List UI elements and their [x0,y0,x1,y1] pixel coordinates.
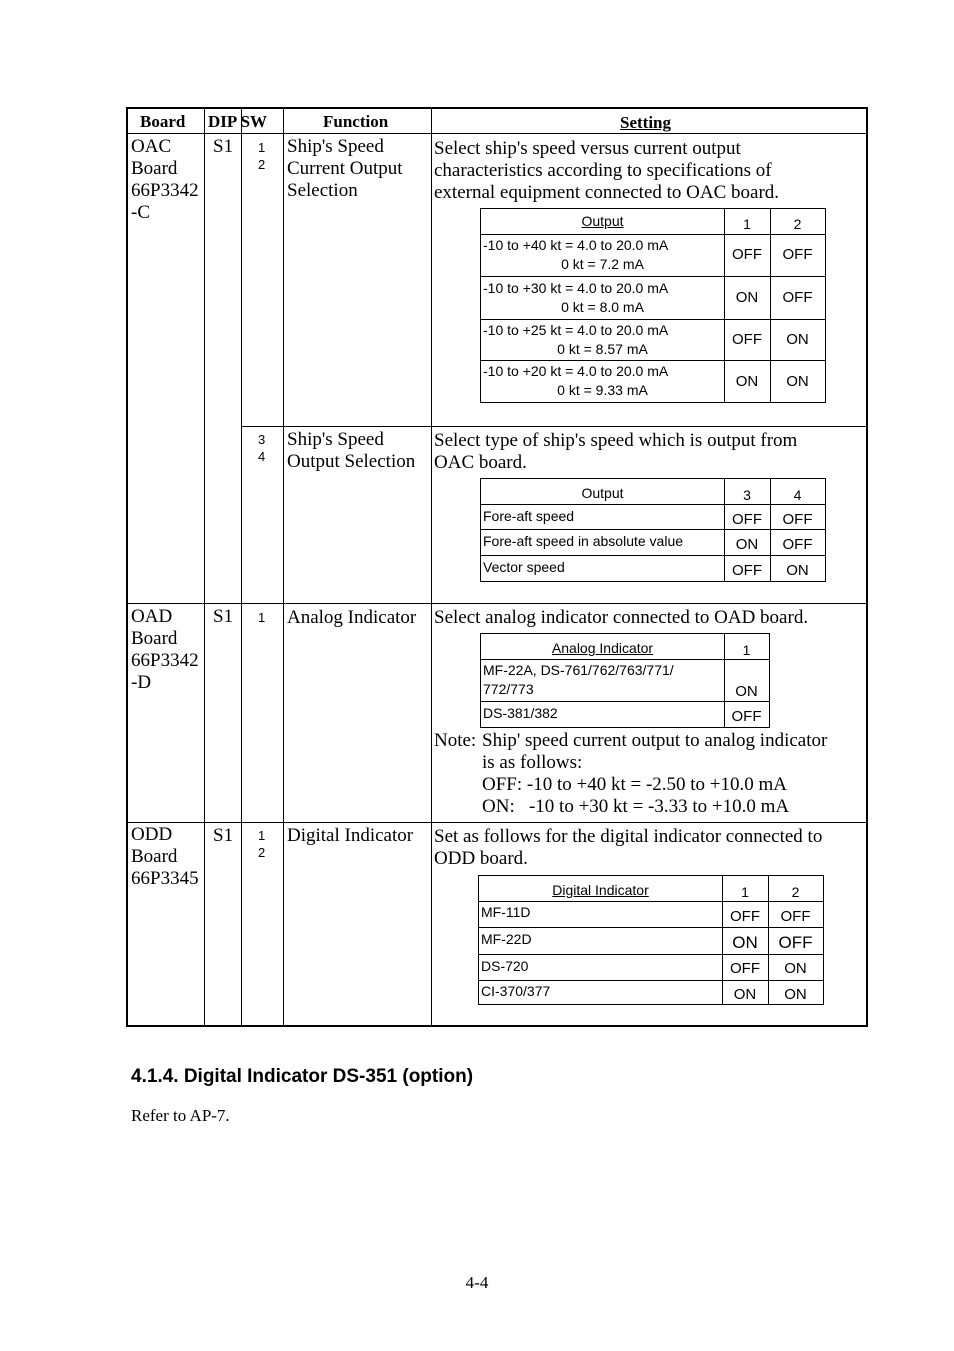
oac-setting-output-selection: Select type of ship's speed which is output from OAC board. [434,430,798,473]
reference-text: Refer to AP-7. [131,1106,230,1125]
oac-function-current-output: Ship's Speed Current Output Selection [287,136,403,201]
oac-speed-type-row: Fore-aft speed OFF OFF [481,504,825,530]
oac-output-row: -10 to +20 kt = 4.0 to 20.0 mA 0 kt = 9.33 mA ON ON [481,360,825,403]
oad-dip: S1 [213,606,234,627]
oac-output-row: -10 to +30 kt = 4.0 to 20.0 mA 0 kt = 8.0 mA ON OFF [481,276,825,320]
dip-switch-table [126,107,868,1027]
odd-indicator-row: CI-370/377 ON ON [479,980,823,1005]
header-board: Board [140,112,186,131]
oad-analog-indicator-table: Analog Indicator 1 MF-22A, DS-761/762/763/771/ 772/773 ON DS-381/382 OFF [480,633,770,728]
oac-switches-1-2: 1 2 [258,140,266,172]
oac-switches-3-4: 3 4 [258,432,266,464]
odd-setting: Set as follows for the digital indicator connected to ODD board. [434,826,823,869]
header-function: Function [323,112,389,131]
odd-board-label: ODD Board 66P3345 [131,824,199,889]
oad-switch: 1 [258,610,266,625]
oac-output-row: -10 to +40 kt = 4.0 to 20.0 mA 0 kt = 7.2 mA OFF OFF [481,234,825,277]
oad-note: Ship' speed current output to analog indicator is as follows: OFF: -10 to +40 kt = -2.50 to +10.0 mA ON: -10 to +30 kt = -3.33 to +10.0 mA [482,730,828,817]
odd-indicator-row: DS-720 OFF ON [479,954,823,981]
oad-indicator-row: MF-22A, DS-761/762/763/771/ 772/773 ON [481,659,769,702]
oad-indicator-row: DS-381/382 OFF [481,701,769,728]
oac-speed-type-row: Vector speed OFF ON [481,555,825,582]
page-number: 4-4 [465,1273,489,1292]
oac-function-output-selection: Ship's Speed Output Selection [287,429,416,472]
oac-board-label: OAC Board 66P3342 -C [131,136,199,223]
oad-board-label: OAD Board 66P3342 -D [131,606,199,693]
oac-speed-type-row: Fore-aft speed in absolute value ON OFF [481,529,825,556]
odd-digital-indicator-table: Digital Indicator 1 2 MF-11D OFF OFF MF-22D ON OFF DS-720 OFF ON CI-370/377 ON ON [478,875,824,1005]
odd-indicator-row: MF-22D ON OFF [479,927,823,955]
header-setting: Setting [620,113,671,132]
odd-dip: S1 [213,825,234,846]
oac-output-current-table: Output 1 2 -10 to +40 kt = 4.0 to 20.0 mA 0 kt = 7.2 mA OFF OFF -10 to +30 kt = 4.0 to 20.0 mA 0 kt = 8.0 mA ON OFF -10 to +25 kt = 4.0 to 20.0 mA 0 kt = 8.57 mA OFF ON -10 to +20 kt = 4.0 to 20.0 mA 0 kt = 9.33 mA ON ON [480,208,826,403]
section-heading: 4.1.4. Digital Indicator DS-351 (option) [131,1066,474,1087]
oac-setting-current-output: Select ship's speed versus current output characteristics according to specifications of external equipment connected to OAC board. [434,138,780,203]
oac-output-row: -10 to +25 kt = 4.0 to 20.0 mA 0 kt = 8.57 mA OFF ON [481,319,825,361]
oad-setting: Select analog indicator connected to OAD board. [434,607,809,628]
oad-function: Analog Indicator [287,607,417,628]
oac-speed-type-table: Output 3 4 Fore-aft speed OFF OFF Fore-aft speed in absolute value ON OFF Vector speed OFF ON [480,478,826,582]
odd-function: Digital Indicator [287,825,414,846]
odd-switches: 1 2 [258,828,266,860]
oad-note-label: Note: [434,730,477,751]
header-dip-sw: DIP SW [208,112,268,131]
odd-indicator-row: MF-11D OFF OFF [479,901,823,928]
oac-dip: S1 [213,136,234,157]
